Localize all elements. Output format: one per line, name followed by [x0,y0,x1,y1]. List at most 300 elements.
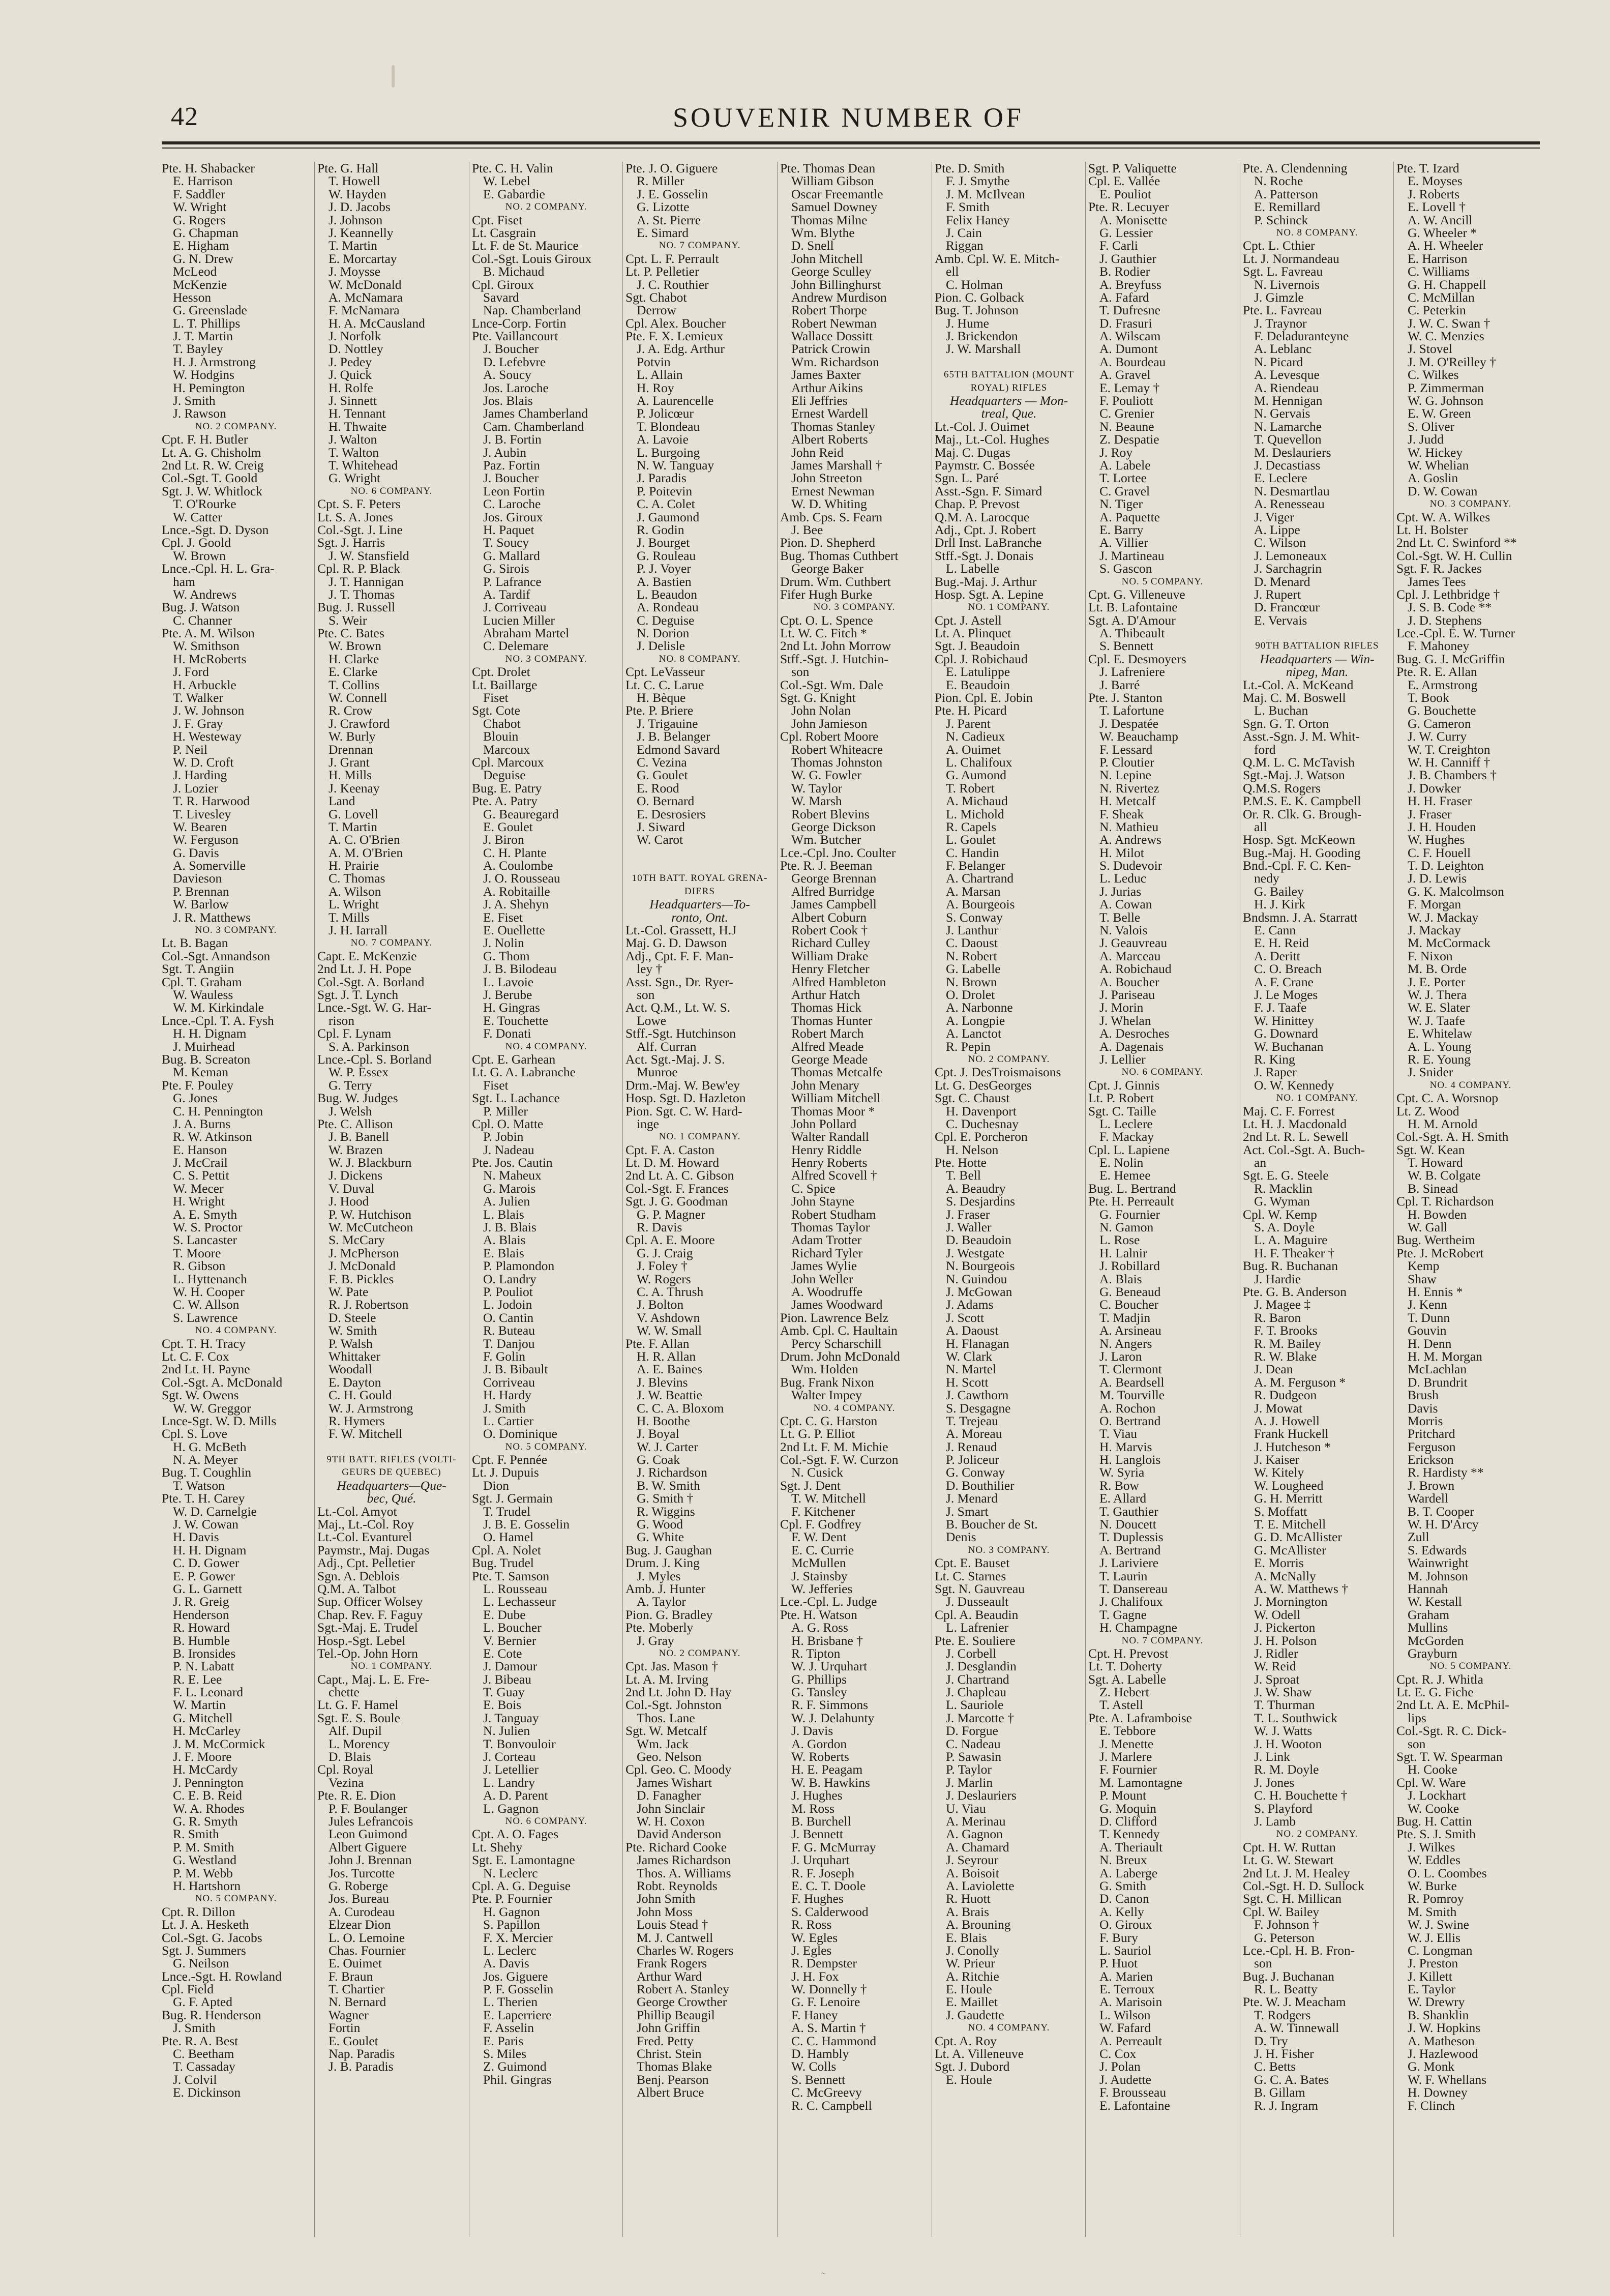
footer-mark: ~ [821,2270,826,2278]
section-heading: ROYAL) RIFLES [970,382,1048,393]
column-divider [314,162,315,2237]
roster-entry: Sgt. J. Germain [472,1491,553,1506]
section-heading: NO. 3 COMPANY. [195,925,277,936]
roster-entry: Capt. E. McKenzie [317,948,417,963]
section-heading: DIERS [684,886,715,897]
roster-entry: C. McMillan [1408,289,1475,305]
roster-entry: W. Fafard [1099,2020,1151,2036]
roster-column-8 [1243,162,1391,2247]
roster-entry: H. Westeway [173,729,242,744]
roster-entry: Lt. J. Dupuis [472,1465,539,1480]
roster-entry: G. R. Smyth [173,1814,238,1829]
roster-entry: Lce.-Cpl. H. B. Fron- [1243,1942,1355,1958]
section-heading: NO. 2 COMPANY. [1276,1829,1358,1840]
roster-entry: lips [1408,1710,1426,1725]
roster-entry: George Brennan [791,871,877,886]
roster-entry: Bug. G. J. McGriffin [1396,651,1505,666]
spacer [625,846,774,859]
roster-entry: D. Bouthilier [946,1478,1015,1493]
roster-entry: H. Pemington [173,380,245,395]
roster-entry: Geo. Nelson [637,1749,702,1764]
roster-entry: J. Robillard [1099,1258,1160,1274]
section-heading: NO. 7 COMPANY. [659,240,741,251]
roster-entry: J. D. Lewis [1408,871,1467,886]
roster-entry: Lt. C. C. Larue [625,677,704,692]
section-heading: NO. 4 COMPANY. [505,1041,587,1052]
roster-entry: 2nd Lt. C. Swinford ** [1396,535,1517,550]
roster-entry: S. A. Doyle [1254,1220,1315,1235]
roster-entry: N. Breux [1099,1852,1147,1868]
roster-entry: E. Leclere [1254,470,1307,486]
roster-entry: G. Bailey [1254,884,1304,899]
roster-entry: A. Robitaille [483,884,550,899]
section-heading: NO. 5 COMPANY. [1429,1661,1512,1672]
roster-entry: L. Cartier [483,1413,534,1428]
roster-entry: inge [637,1116,659,1131]
roster-entry: Cpt. G. Villeneuve [1088,586,1185,602]
roster-entry: Robert A. Stanley [637,1982,730,1997]
roster-entry: 2nd Lt. John Morrow [780,638,891,654]
roster-entry: Lnce.-Sgt. W. G. Har- [317,1000,431,1015]
roster-entry: Lt. H. J. Macdonald [1243,1116,1347,1131]
roster-entry: T. Soucy [483,535,529,550]
roster-entry: J. Smart [946,1504,989,1519]
roster-entry: H. F. Theaker † [1254,1245,1335,1260]
roster-entry: Arthur Ward [637,1968,702,1984]
roster-entry: F. Asselin [483,2020,534,2036]
roster-entry: J. Muirhead [173,1039,235,1054]
section-heading: NO. 2 COMPANY. [195,421,277,432]
roster-entry: Wm. Blythe [791,225,855,240]
roster-entry: Cpt. T. H. Tracy [162,1336,246,1351]
roster-entry: J. Nadeau [483,1142,534,1157]
roster-entry: F. Braun [329,1968,373,1984]
roster-entry: A. Beardsell [1099,1374,1165,1390]
roster-entry: P. Zimmerman [1408,380,1484,395]
roster-entry: E. Gabardie [483,186,545,201]
roster-entry: A. Dumont [1099,341,1158,357]
roster-entry: O. W. Kennedy [1254,1077,1334,1093]
roster-entry: Pte. A. Laframboise [1088,1710,1192,1725]
roster-entry: C. Delemare [483,638,549,654]
roster-entry: C. E. B. Reid [173,1788,243,1803]
roster-entry: E. Vervais [1254,612,1307,628]
roster-entry: F. Belanger [946,858,1005,873]
roster-entry: Cpt. C. A. Worsnop [1396,1091,1499,1106]
roster-entry: V. Duval [329,1181,375,1196]
roster-entry: M. J. Cantwell [637,1930,713,1945]
roster-entry: Kemp [1408,1258,1440,1274]
roster-entry: A. M. Ferguson * [1254,1374,1346,1390]
roster-entry: J. McGowan [946,1284,1012,1299]
roster-entry: Pte. P. Briere [625,703,694,718]
roster-entry: T. Dansereau [1099,1581,1168,1596]
roster-entry: Arthur Hatch [791,987,860,1002]
roster-entry: T. Bayley [173,341,223,357]
roster-entry: D. Snell [791,238,834,253]
roster-entry: F. Brousseau [1099,2085,1167,2100]
roster-entry: Bug. L. Bertrand [1088,1181,1176,1196]
roster-entry: M. Hennigan [1254,393,1323,408]
roster-entry: H. Langlois [1099,1452,1161,1467]
roster-entry: J. Ford [173,664,209,680]
roster-entry: Sgt. C. H. Millican [1243,1891,1342,1906]
roster-entry: Q.M.S. Rogers [1243,780,1321,796]
roster-entry: Abraham Martel [483,626,570,641]
roster-entry: B. Ironsides [173,1645,236,1661]
roster-entry: R. Howard [173,1620,230,1635]
roster-entry: J. W. Marshall [946,341,1021,357]
roster-entry: A. Wilscam [1099,329,1161,344]
roster-entry: J. W. Shaw [1254,1685,1312,1700]
roster-entry: J. Laron [1099,1348,1142,1364]
roster-entry: H. Arbuckle [173,677,236,692]
roster-entry: Act. Sgt.-Maj. J. S. [625,1051,725,1067]
roster-entry: S. Oliver [1408,419,1455,434]
roster-entry: T. Madjin [1099,1310,1151,1325]
roster-entry: P. Jolicœur [637,406,694,421]
roster-entry: Cpl. S. Love [162,1426,227,1441]
roster-entry: C. Daoust [946,935,998,951]
roster-entry: J. Desglandin [946,1659,1017,1674]
roster-entry: H. Scott [946,1374,989,1390]
roster-entry: G. Mitchell [173,1710,233,1725]
roster-entry: Cpt. A. O. Fages [472,1827,559,1842]
roster-entry: J. Trigauine [637,716,698,731]
roster-entry: M. Johnson [1408,1568,1469,1583]
roster-entry: L. Leduc [1099,871,1147,886]
roster-entry: Sgt. J. Beaudoin [935,638,1020,654]
roster-entry: J. Gauthier [1099,251,1156,266]
roster-entry: F. Morgan [1408,897,1462,912]
roster-entry: H. Prairie [329,858,379,873]
roster-entry: Derrow [637,303,676,318]
roster-entry: E. C. T. Doole [791,1878,866,1893]
section-heading: NO. 4 COMPANY. [1429,1079,1512,1091]
roster-entry: J. Marlere [1099,1749,1152,1764]
roster-entry: T. Gauthier [1099,1504,1158,1519]
roster-entry: A. Taylor [637,1594,686,1609]
roster-entry: H. Wright [173,1194,225,1209]
roster-entry: Cpl. Marcoux [472,754,544,770]
roster-entry: Lt.-Col. A. McKeand [1243,677,1354,692]
roster-entry: James Campbell [791,897,877,912]
roster-entry: Jos. Turcotte [329,1865,395,1880]
roster-entry: M. Deslauriers [1254,445,1331,460]
roster-entry: Cpt. L. F. Perrault [625,251,719,266]
roster-entry: John Pollard [791,1116,857,1131]
roster-entry: H. M. Morgan [1408,1348,1482,1364]
roster-entry: E. Dayton [329,1374,381,1390]
roster-entry: Asst.-Sgn. J. M. Whit- [1243,729,1360,744]
roster-entry: E. Terroux [1099,1982,1155,1997]
roster-entry: F. Saddler [173,186,225,201]
roster-entry: J. Conolly [946,1942,999,1958]
roster-entry: J. Chapleau [946,1685,1006,1700]
roster-entry: J. B. Chambers † [1408,768,1497,783]
roster-entry: A. Beaudry [946,1181,1006,1196]
roster-entry: Pte. W. J. Meacham [1243,1994,1346,2010]
roster-entry: Thomas Blake [637,2059,712,2074]
roster-entry: F. McNamara [329,303,400,318]
roster-entry: C. H. Plante [483,845,547,860]
roster-entry: C. Wilson [1254,535,1306,550]
roster-entry: F. W. Dent [791,1529,847,1545]
roster-entry: J. Morin [1099,1000,1144,1015]
roster-entry: J. B. Belanger [637,729,710,744]
roster-entry: G. Fournier [1099,1206,1160,1222]
roster-entry: Col.-Sgt. A. McDonald [162,1374,283,1390]
roster-entry: H. Mills [329,768,372,783]
roster-entry: L. Blais [483,1206,524,1222]
roster-entry: F. Smith [946,199,990,215]
roster-entry: C. Holman [946,277,1003,292]
roster-entry: Robert Newman [791,315,877,331]
roster-entry: Potvin [637,354,671,369]
roster-entry: T. Livesley [173,806,231,821]
roster-entry: W. Pate [329,1284,369,1299]
roster-entry: J. Egles [791,1942,832,1958]
roster-entry: Robert Cook † [791,923,868,938]
roster-entry: D. Frasuri [1099,315,1152,331]
roster-entry: T. Laurin [1099,1568,1148,1583]
roster-entry: W. Roberts [791,1749,849,1764]
roster-entry: J. Kenn [1408,1297,1447,1312]
roster-entry: Lt. Casgrain [472,225,536,240]
roster-entry: A. Julien [483,1194,530,1209]
roster-entry: W. Drewry [1408,1994,1465,2010]
roster-entry: J. Jurias [1099,884,1142,899]
roster-entry: T. Collins [329,677,380,692]
roster-entry: E. Allard [1099,1491,1147,1506]
roster-entry: J. Walton [329,432,377,447]
roster-entry: T. E. Mitchell [1254,1517,1326,1532]
roster-entry: J. W. Johnson [173,703,245,718]
roster-entry: B. W. Smith [637,1478,700,1493]
roster-entry: A. Gravel [1099,367,1151,382]
headquarters-line: nipeg, Man. [1286,664,1349,680]
roster-entry: C. H. Gould [329,1388,392,1403]
roster-entry: F. W. Mitchell [329,1426,403,1441]
roster-entry: E. Ouellette [483,923,545,938]
roster-entry: N. Julien [483,1723,530,1739]
roster-entry: J. Biron [483,832,524,847]
roster-entry: J. Johnson [329,212,383,227]
roster-entry: A. Bertrand [1099,1542,1161,1557]
roster-entry: Cpl. L. Lapiene [1088,1142,1170,1157]
roster-entry: Leon Guimond [329,1827,408,1842]
roster-entry: Samuel Downey [791,199,878,215]
roster-entry: Lt. W. C. Fitch * [780,626,867,641]
roster-entry: W. McDonald [329,277,402,292]
roster-entry: Cpl. A. E. Moore [625,1232,715,1248]
roster-entry: Sgt. J. W. Whitlock [162,483,262,498]
roster-entry: H. McCardy [173,1762,238,1777]
roster-entry: T. Moore [173,1245,221,1260]
roster-entry: Col.-Sgt. W. H. Cullin [1396,548,1512,563]
roster-entry: Thomas Johnston [791,754,883,770]
roster-entry: ley † [637,961,663,977]
roster-entry: C. F. Houell [1408,845,1471,860]
roster-entry: A. Gagnon [946,1827,1003,1842]
roster-entry: J. Welsh [329,1103,372,1118]
spacer [625,859,774,872]
roster-entry: J. H. Iarrall [329,923,388,938]
roster-entry: T. Quevellon [1254,432,1322,447]
roster-entry: J. Tanguay [483,1710,539,1725]
roster-entry: G. D. McAllister [1254,1529,1342,1545]
roster-entry: Sgt.-Maj. E. Trudel [317,1620,418,1635]
roster-entry: P. Huot [1099,1956,1138,1971]
roster-entry: W. P. Essex [329,1065,389,1080]
roster-entry: Sgt. E. G. Steele [1243,1168,1329,1183]
roster-entry: R. Dudgeon [1254,1388,1317,1403]
roster-entry: Pritchard [1408,1426,1455,1441]
roster-entry: A. Theriault [1099,1839,1163,1855]
roster-entry: D. Beaudoin [946,1232,1011,1248]
roster-entry: son [637,987,655,1002]
roster-entry: A. Marceau [1099,948,1161,963]
roster-entry: J. Colvil [173,2072,217,2087]
roster-entry: B. Shanklin [1408,2007,1469,2022]
roster-entry: J. Killett [1408,1968,1452,1984]
roster-entry: P. Pouliot [483,1284,533,1299]
roster-entry: T. Martin [329,819,377,834]
roster-entry: T. Chartier [329,1982,384,1997]
roster-entry: Leon Fortin [483,483,545,498]
roster-entry: E. H. Reid [1254,935,1309,951]
roster-entry: G. F. Lenoire [791,1994,860,2010]
roster-entry: Lt. C. Starnes [935,1568,1006,1583]
roster-entry: O. Giroux [1099,1917,1152,1932]
roster-entry: P. W. Hutchison [329,1206,411,1222]
roster-entry: A. Riendeau [1254,380,1319,395]
roster-entry: P. Walsh [329,1336,373,1351]
roster-entry: G. Neilson [173,1956,229,1971]
roster-entry: A. Soucy [483,367,531,382]
roster-entry: T. Kennedy [1099,1827,1160,1842]
roster-entry: J. Keannelly [329,225,394,240]
roster-entry: M. Keman [173,1065,229,1080]
roster-entry: T. W. Mitchell [791,1491,866,1506]
section-heading: NO. 6 COMPANY. [505,1816,587,1827]
roster-entry: Wm. Jack [637,1736,689,1751]
roster-entry: W. Lebel [483,173,530,189]
roster-entry: W. D. Whiting [791,496,867,512]
roster-entry: G. White [637,1529,684,1545]
roster-entry: T. Whitehead [329,457,398,473]
roster-entry: J. Chartrand [946,1671,1009,1687]
roster-entry: J. Despatée [1099,716,1159,731]
roster-entry: Pte. Richard Cooke [625,1839,727,1855]
roster-entry: J. W. Beattie [637,1388,702,1403]
roster-entry: Lt.-Col. J. Ouimet [935,419,1030,434]
roster-entry: B. Sinead [1408,1181,1458,1196]
roster-entry: Savard [483,289,519,305]
roster-entry: Cpl. E. Desmoyers [1088,651,1186,666]
roster-entry: W. Rogers [637,1271,691,1286]
roster-entry: 2nd Lt. R. L. Sewell [1243,1129,1349,1144]
roster-entry: son [1254,1956,1272,1971]
roster-entry: Cpt. O. L. Spence [780,612,873,628]
roster-entry: Albert Bruce [637,2085,704,2100]
roster-entry: J. Paradis [637,470,687,486]
roster-entry: W. H. Coxon [637,1814,705,1829]
roster-entry: W. Smith [329,1323,377,1338]
roster-entry: Lt. G. P. Elliot [780,1426,855,1441]
roster-entry: O. Cantin [483,1310,534,1325]
column-divider [777,162,778,2237]
roster-entry: Hosp. Sgt. A. Lepine [935,586,1043,602]
roster-entry: E. Blais [946,1930,987,1945]
roster-entry: A. Boucher [1099,974,1159,989]
roster-entry: J. Sarchagrin [1254,561,1322,576]
roster-entry: Pte. S. J. Smith [1396,1827,1476,1842]
roster-entry: J. Polan [1099,2059,1141,2074]
roster-entry: N. Picard [1254,354,1303,369]
roster-entry: 2nd Lt. A. E. McPhil- [1396,1697,1509,1713]
roster-entry: Col.-Sgt. Johnston [625,1697,722,1713]
roster-entry: Cpt. R. J. Whitla [1396,1671,1483,1687]
roster-entry: Patrick Crowin [791,341,871,357]
roster-entry: C. Laroche [483,496,541,512]
roster-entry: A. Laberge [1099,1865,1158,1880]
roster-entry: N. Maheux [483,1168,542,1183]
roster-entry: J. Menard [946,1491,998,1506]
roster-entry: P. J. Voyer [637,561,691,576]
roster-entry: George Meade [791,1051,868,1067]
roster-entry: Pte. H. Picard [935,703,1007,718]
roster-entry: Sgt.-Maj. J. Watson [1243,768,1345,783]
roster-entry: G. P. Magner [637,1206,705,1222]
roster-entry: Marcoux [483,742,530,757]
roster-entry: G. Wright [329,470,380,486]
roster-entry: S. Dudevoir [1099,858,1162,873]
roster-entry: A. Blais [483,1232,526,1248]
roster-entry: J. Richardson [637,1465,707,1480]
headquarters-line: treal, Que. [981,406,1037,421]
roster-entry: Lnce.-Cpl. H. L. Gra- [162,561,275,576]
section-heading: NO. 3 COMPANY. [968,1544,1050,1555]
roster-entry: H. E. Peagam [791,1762,863,1777]
roster-entry: E. Morris [1254,1555,1304,1571]
roster-entry: J. Lafreniere [1099,664,1165,680]
roster-entry: Pte. A. M. Wilson [162,626,255,641]
roster-entry: Lt. G. DesGeorges [935,1077,1032,1093]
roster-entry: C. Deguise [637,612,695,628]
roster-entry: Sgt. A. Labelle [1088,1671,1166,1687]
roster-entry: H. Metcalf [1099,793,1156,809]
roster-entry: N. Livernois [1254,277,1320,292]
roster-entry: J. Blevins [637,1374,688,1390]
roster-entry: L. Michold [946,806,1004,821]
roster-entry: Felix Haney [946,212,1010,227]
roster-entry: G. Peterson [1254,1930,1315,1945]
roster-entry: Hosp. Sgt. McKeown [1243,832,1355,847]
roster-entry: Lt. Baillarge [472,677,538,692]
roster-entry: J. Wilkes [1408,1839,1455,1855]
roster-entry: C. Thomas [329,871,385,886]
roster-entry: E. Taylor [1408,1982,1456,1997]
roster-entry: Lt. G. F. Hamel [317,1697,399,1713]
roster-entry: E. Lovell † [1408,199,1466,215]
roster-entry: Col.-Sgt. H. D. Sullock [1243,1878,1364,1893]
roster-entry: A. S. Martin † [791,2020,866,2036]
roster-entry: Cpl. F. Godfrey [780,1517,861,1532]
roster-entry: J. B. Paradis [329,2059,394,2074]
roster-entry: W. Hinittey [1254,1013,1315,1028]
roster-entry: Cpt. H. W. Ruttan [1243,1839,1336,1855]
